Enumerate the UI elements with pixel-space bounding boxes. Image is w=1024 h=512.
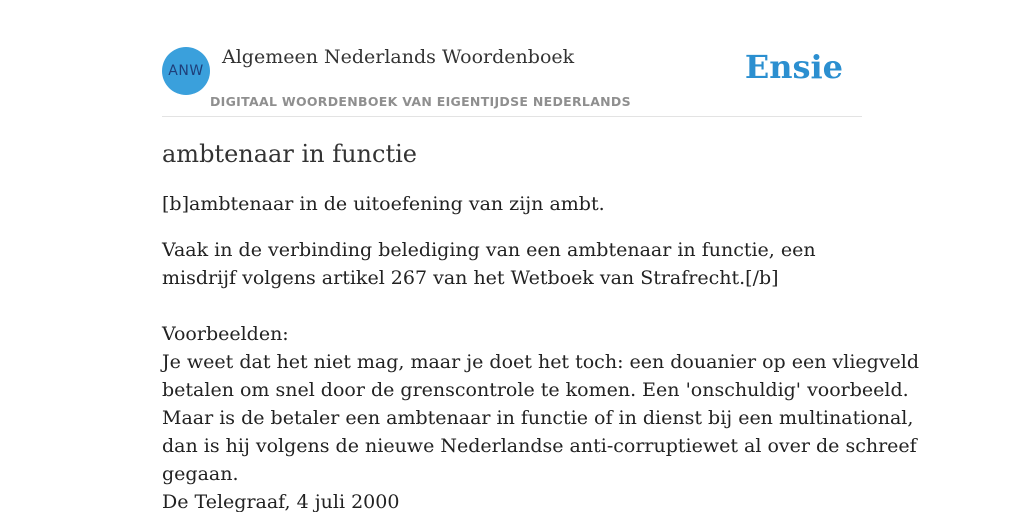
example-line: Maar is de betaler een ambtenaar in functie of in dienst bij een multinational, bbox=[162, 407, 914, 429]
examples-label: Voorbeelden: bbox=[162, 323, 289, 345]
site-subtitle: DIGITAAL WOORDENBOEK VAN EIGENTIJDSE NEDERLANDS bbox=[210, 94, 631, 109]
examples-section bbox=[162, 320, 920, 512]
entry-definition: [b]ambtenaar in de uitoefening van zijn ambt. bbox=[162, 193, 605, 215]
entry-content bbox=[162, 138, 920, 512]
example-line: dan is hij volgens de nieuwe Nederlandse anti-corruptiewet al over de schreef bbox=[162, 435, 917, 457]
entry-headword: ambtenaar in functie bbox=[162, 140, 417, 168]
anw-logo[interactable]: ANW bbox=[162, 47, 210, 95]
example-line: Je weet dat het niet mag, maar je doet het toch: een douanier op een vliegveld bbox=[162, 351, 920, 373]
example-line: gegaan. bbox=[162, 463, 239, 485]
site-title[interactable]: Algemeen Nederlands Woordenboek bbox=[222, 46, 575, 68]
ensie-logo[interactable]: Ensie bbox=[744, 48, 843, 86]
example-source: De Telegraaf, 4 juli 2000 bbox=[162, 491, 400, 512]
example-line: betalen om snel door de grenscontrole te komen. Een 'onschuldig' voorbeeld. bbox=[162, 379, 909, 401]
entry-remark: Vaak in de verbinding belediging van een ambtenaar in functie, een misdrijf volgens artikel 267 van het Wetboek van Strafrecht.[/b] bbox=[162, 239, 816, 289]
site-header bbox=[162, 40, 862, 117]
